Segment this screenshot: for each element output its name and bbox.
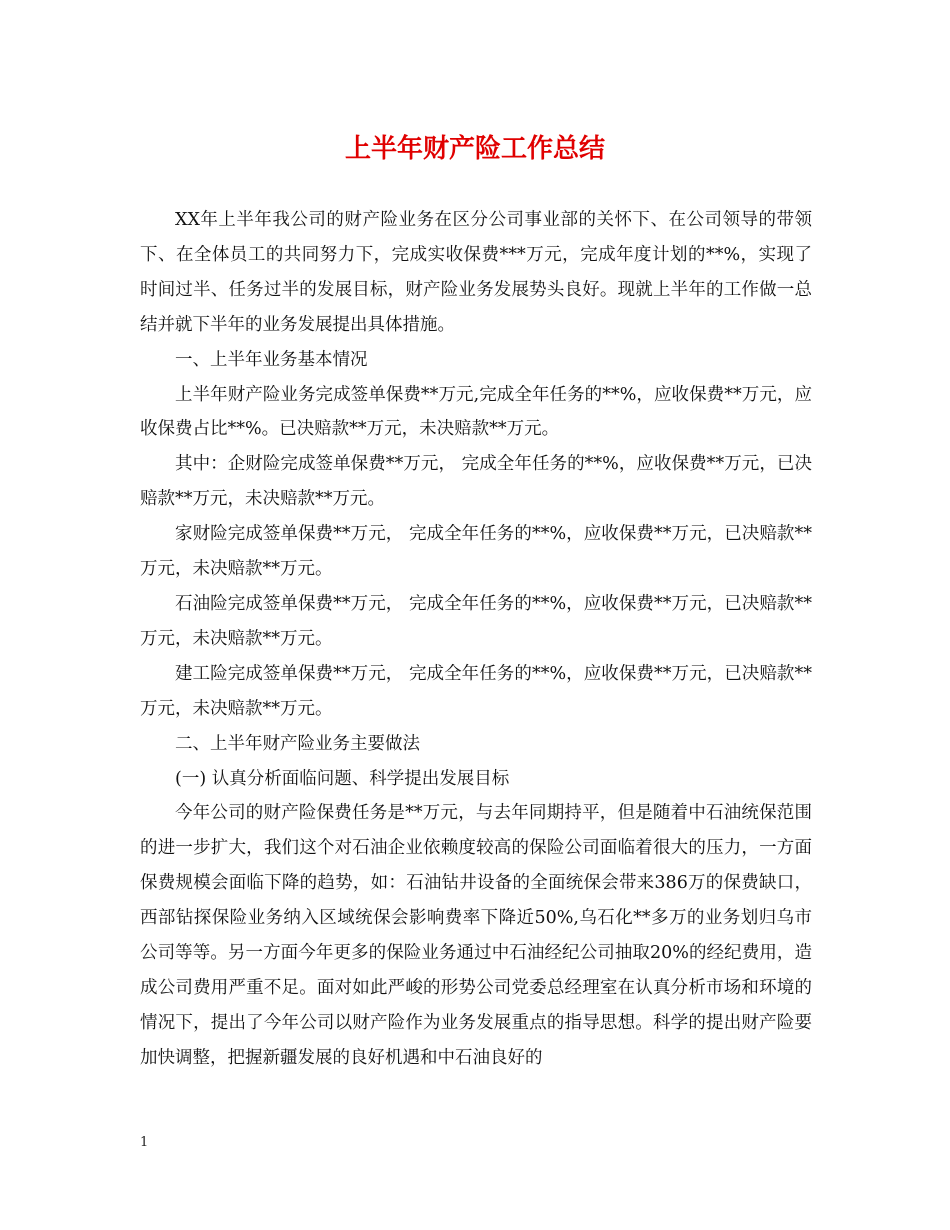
enterprise-property-paragraph: 其中：企财险完成签单保费**万元， 完成全年任务的**%，应收保费**万元，已决赔款**万元，未决赔款**万元。 (140, 454, 812, 510)
oil-insurance-paragraph: 石油险完成签单保费**万元， 完成全年任务的**%，应收保费**万元，已决赔款**万元，未决赔款**万元。 (140, 593, 812, 649)
summary-paragraph: 上半年财产险业务完成签单保费**万元,完成全年任务的**%，应收保费**万元，应收保费占比**%。已决赔款**万元，未决赔款**万元。 (140, 384, 812, 440)
intro-paragraph: XX年上半年我公司的财产险业务在区分公司事业部的关怀下、在公司领导的带领下、在全体员工的共同努力下，完成实收保费***万元，完成年度计划的**%，实现了时间过半、任务过半的发展目标，财产险业务发展势头良好。现就上半年的工作做一总结并就下半年的业务发展提出具体措施。 (140, 210, 812, 335)
section-heading-1: 一、上半年业务基本情况 (175, 349, 368, 370)
document-title: 上半年财产险工作总结 (344, 134, 605, 164)
section-heading-2: 二、上半年财产险业务主要做法 (175, 733, 420, 754)
page-number: 1 (140, 1135, 149, 1150)
analysis-paragraph: 今年公司的财产险保费任务是**万元，与去年同期持平，但是随着中石油统保范围的进一步扩大，我们这个对石油企业依赖度较高的保险公司面临着很大的压力，一方面保费规模会面临下降的趋势，如：石油钻井设备的全面统保会带来386万的保费缺口，西部钻探保险业务纳入区域统保会影响费率下降近50%,乌石化**多万的业务划归乌市公司等等。另一方面今年更多的保险业务通过中石油经纪公司抽取20%的经纪费用，造成公司费用严重不足。面对如此严峻的形势公司党委总经理室在认真分析市场和环境的情况下，提出了今年公司以财产险作为业务发展重点的指导思想。科学的提出财产险要加快调整，把握新疆发展的良好机遇和中石油良好的 (140, 803, 812, 1068)
subsection-heading-1: (一) 认真分析面临问题、科学提出发展目标 (175, 768, 510, 789)
document-body (140, 203, 812, 1076)
household-property-paragraph: 家财险完成签单保费**万元， 完成全年任务的**%，应收保费**万元，已决赔款**万元，未决赔款**万元。 (140, 524, 812, 580)
construction-insurance-paragraph: 建工险完成签单保费**万元， 完成全年任务的**%，应收保费**万元，已决赔款**万元，未决赔款**万元。 (140, 663, 812, 719)
